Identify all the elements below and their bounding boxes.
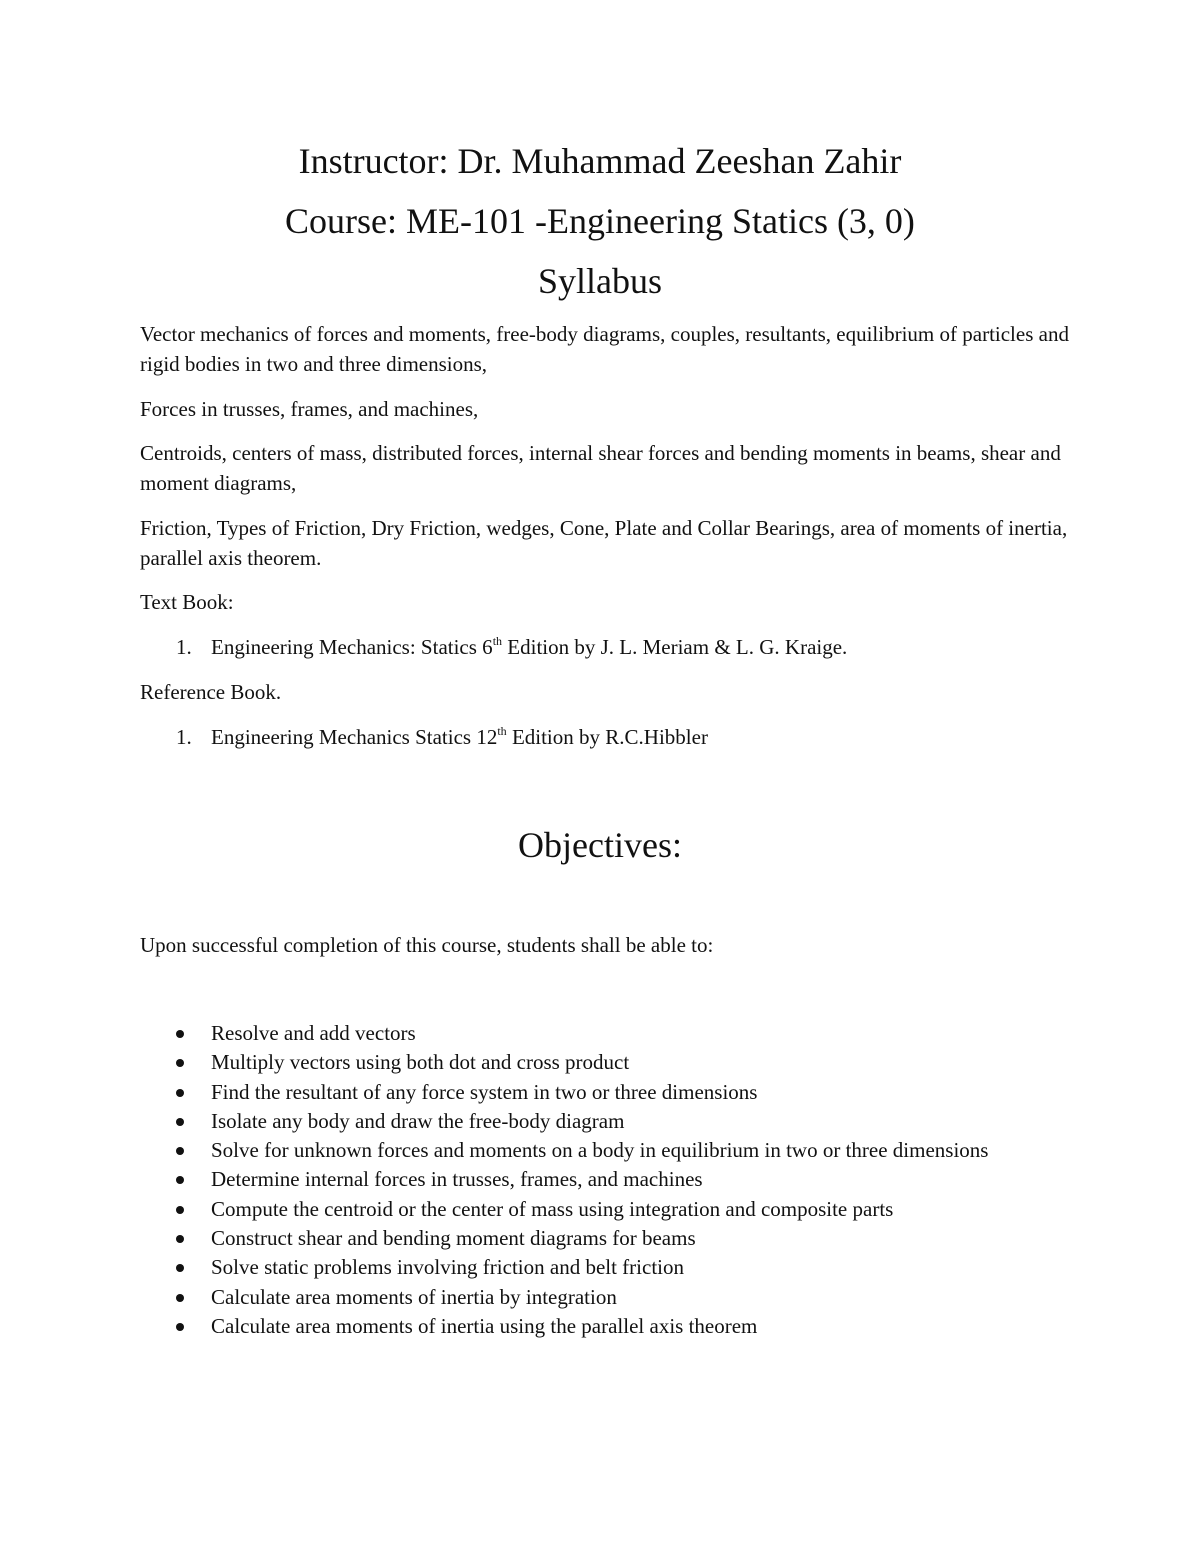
list-item: Calculate area moments of inertia by integration	[140, 1283, 1070, 1312]
list-item: Solve static problems involving friction and belt friction	[140, 1253, 1070, 1282]
syllabus-paragraph: Forces in trusses, frames, and machines,	[140, 397, 479, 421]
ordinal-superscript: th	[497, 724, 507, 738]
bullet-icon	[176, 1294, 184, 1302]
bullet-icon	[176, 1323, 184, 1331]
list-item: Multiply vectors using both dot and cross product	[140, 1048, 1070, 1077]
ordinal-superscript: th	[492, 634, 503, 648]
list-number: 1.	[176, 725, 192, 749]
reference-book-label: Reference Book.	[140, 680, 282, 704]
list-item: Find the resultant of any force system in two or three dimensions	[140, 1078, 1070, 1107]
list-item: Solve for unknown forces and moments on a body in equilibrium in two or three dimensions	[140, 1136, 1070, 1165]
course-heading: Course: ME-101 -Engineering Statics (3, 0)	[285, 201, 915, 241]
list-item: Isolate any body and draw the free-body diagram	[140, 1107, 1070, 1136]
bullet-icon	[176, 1206, 184, 1214]
bullet-icon	[176, 1059, 184, 1067]
reference-book-title: Engineering Mechanics Statics 12th Edition by R.C.Hibbler	[211, 724, 708, 749]
list-item: Compute the centroid or the center of mass using integration and composite parts	[140, 1195, 1070, 1224]
syllabus-paragraph: Centroids, centers of mass, distributed forces, internal shear forces and bending moments in beams, shear and moment diagrams,	[140, 441, 1061, 495]
list-number: 1.	[176, 635, 192, 659]
list-item: Calculate area moments of inertia using the parallel axis theorem	[140, 1312, 1070, 1341]
objectives-intro: Upon successful completion of this course, students shall be able to:	[140, 933, 714, 957]
list-item: Construct shear and bending moment diagrams for beams	[140, 1224, 1070, 1253]
bullet-icon	[176, 1118, 184, 1126]
list-item: Determine internal forces in trusses, frames, and machines	[140, 1165, 1070, 1194]
syllabus-paragraph: Friction, Types of Friction, Dry Friction, wedges, Cone, Plate and Collar Bearings, area of moments of inertia, parallel axis theorem.	[140, 516, 1068, 570]
text-book-label: Text Book:	[140, 590, 234, 614]
text-book-title: Engineering Mechanics: Statics 6th Edition by J. L. Meriam & L. G. Kraige.	[211, 634, 848, 659]
syllabus-heading: Syllabus	[537, 261, 662, 301]
bullet-icon	[176, 1147, 184, 1155]
instructor-heading: Instructor: Dr. Muhammad Zeeshan Zahir	[298, 141, 902, 181]
bullet-icon	[176, 1264, 184, 1272]
bullet-icon	[176, 1235, 184, 1243]
list-item: Resolve and add vectors	[140, 1019, 1070, 1048]
bullet-icon	[176, 1176, 184, 1184]
bullet-icon	[176, 1089, 184, 1097]
objectives-heading: Objectives:	[518, 825, 682, 865]
bullet-icon	[176, 1030, 184, 1038]
objectives-list	[140, 1019, 1070, 1341]
syllabus-paragraph: Vector mechanics of forces and moments, free-body diagrams, couples, resultants, equilibrium of particles and rigid bodies in two and three dimensions,	[140, 322, 1069, 376]
